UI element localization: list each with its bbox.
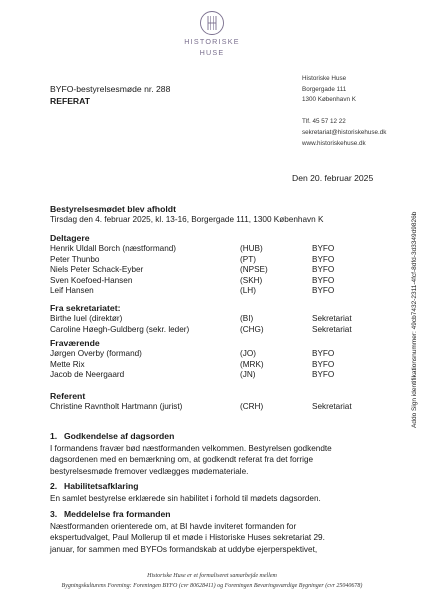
participant-row bbox=[50, 276, 380, 287]
participant-org: BYFO bbox=[312, 286, 335, 296]
agenda-item-text: bestyrelsesmøde fremover vedlægges mødemateriale. bbox=[50, 466, 249, 476]
org-name: Historiske Huse bbox=[302, 75, 347, 82]
participant-org: BYFO bbox=[312, 254, 335, 264]
agenda-item-title: Meddelelse fra formanden bbox=[64, 509, 171, 519]
participant-initials: (PT) bbox=[240, 254, 256, 264]
participant-org: BYFO bbox=[312, 244, 335, 253]
document-type: REFERAT bbox=[50, 96, 90, 106]
agenda-item-1 bbox=[50, 431, 380, 477]
meeting-title: BYFO-bestyrelsesmøde nr. 288 bbox=[50, 84, 171, 94]
absent-initials: (JO) bbox=[240, 349, 256, 358]
agenda-item-text: En samlet bestyrelse erklærede sin habilitet i forhold til mødets dagsorden. bbox=[50, 494, 321, 504]
participant-row bbox=[50, 265, 380, 276]
absent-heading: Fraværende bbox=[50, 338, 100, 348]
minute-taker-row bbox=[50, 402, 380, 413]
participant-name: Niels Peter Schack-Eyber bbox=[50, 265, 144, 275]
absent-name: Jørgen Overby (formand) bbox=[50, 349, 142, 358]
secretariat-name: Birthe Iuel (direktør) bbox=[50, 314, 123, 323]
agenda-item-2 bbox=[50, 481, 380, 504]
agenda-item-text: I formandens fravær bød næstformanden velkommen. Bestyrelsen godkendte bbox=[50, 444, 332, 454]
footer-line1: Historiske Huse er et formaliseret samarbejde mellem bbox=[147, 573, 277, 579]
logo-text-line1: HISTORISKE bbox=[184, 37, 240, 46]
minute-taker-initials: (CRH) bbox=[240, 402, 264, 411]
participants-section bbox=[50, 233, 380, 297]
absent-org: BYFO bbox=[312, 370, 335, 380]
absent-row bbox=[50, 360, 380, 371]
secretariat-initials: (CHG) bbox=[240, 324, 264, 334]
absent-initials: (MRK) bbox=[240, 359, 264, 369]
minute-taker-heading: Referent bbox=[50, 391, 86, 401]
participant-row bbox=[50, 255, 380, 266]
meeting-details: Tirsdag den 4. februar 2025, kl. 13-16, Borgergade 111, 1300 København K bbox=[50, 215, 324, 224]
organization-address bbox=[302, 74, 386, 149]
agenda-item-number: 1. bbox=[50, 431, 58, 441]
agenda-item-heading bbox=[50, 431, 380, 442]
meeting-heading: Bestyrelsesmødet blev afholdt bbox=[50, 204, 177, 214]
agenda-item-3 bbox=[50, 509, 380, 555]
participant-org: BYFO bbox=[312, 265, 335, 275]
agenda-item-heading bbox=[50, 481, 380, 492]
logo-emblem-icon bbox=[199, 10, 225, 36]
participant-name: Sven Koefoed-Hansen bbox=[50, 275, 133, 285]
meeting-info bbox=[50, 204, 380, 226]
org-email: sekretariat@historiskehuse.dk bbox=[302, 128, 387, 136]
document-date: Den 20. februar 2025 bbox=[292, 173, 374, 183]
participant-initials: (SKH) bbox=[240, 275, 263, 285]
agenda-item-text: Næstformanden orienterede om, at BI havde inviteret formanden for bbox=[50, 522, 297, 532]
participants-heading: Deltagere bbox=[50, 233, 90, 243]
logo-text-line2: HUSE bbox=[199, 47, 225, 57]
footer-line2: Bygningskulturens Forening: Foreningen BYFO (cvr 80628411) og Foreningen Bevaringsværdige Bygninger (cvr 25040678) bbox=[61, 583, 363, 589]
secretariat-org: Sekretariat bbox=[312, 314, 352, 323]
agenda-item-text: ekspertudvalget, Paul Mollerup til et møde i Historiske Huses sekretariat 29. bbox=[50, 533, 325, 543]
minute-taker-org: Sekretariat bbox=[312, 402, 352, 411]
secretariat-initials: (BI) bbox=[240, 314, 254, 323]
absent-name: Jacob de Neergaard bbox=[50, 370, 125, 380]
agenda-item-number: 3. bbox=[50, 509, 58, 519]
org-phone: Tlf. 45 57 12 22 bbox=[302, 118, 346, 126]
secretariat-row bbox=[50, 325, 380, 336]
logo bbox=[174, 10, 250, 57]
participant-name: Peter Thunbo bbox=[50, 254, 100, 264]
org-city: 1300 København K bbox=[302, 96, 356, 104]
absent-org: BYFO bbox=[312, 349, 335, 358]
absent-org: BYFO bbox=[312, 359, 335, 369]
org-street: Borgergade 111 bbox=[302, 85, 347, 93]
agenda-item-text: dagsordenen med en bemærkning om, at godkendt referat fra det forrige bbox=[50, 455, 314, 465]
secretariat-row bbox=[50, 314, 380, 325]
participant-name: Leif Hansen bbox=[50, 286, 94, 296]
org-web: www.historiskehuse.dk bbox=[302, 139, 366, 147]
absent-section bbox=[50, 338, 380, 381]
agenda-item-heading bbox=[50, 509, 380, 520]
absent-initials: (JN) bbox=[240, 370, 256, 380]
absent-row bbox=[50, 349, 380, 360]
secretariat-name: Caroline Høegh-Guldberg (sekr. leder) bbox=[50, 324, 190, 334]
secretariat-org: Sekretariat bbox=[312, 324, 352, 334]
agenda-item-title: Habilitetsafklaring bbox=[64, 481, 139, 491]
agenda-item-title: Godkendelse af dagsorden bbox=[64, 431, 175, 441]
minute-taker-name: Christine Ravntholt Hartmann (jurist) bbox=[50, 402, 183, 411]
agenda-item-number: 2. bbox=[50, 481, 58, 491]
participant-org: BYFO bbox=[312, 275, 335, 285]
minute-taker-section bbox=[50, 391, 380, 413]
participant-initials: (NPSE) bbox=[240, 265, 268, 275]
absent-name: Mette Rix bbox=[50, 359, 85, 369]
participant-initials: (HUB) bbox=[240, 244, 263, 253]
participant-row bbox=[50, 286, 380, 297]
signature-id-stamp: Addo Sign identifikationsnummer: 49cb7432-2311-4fcf-8dfd-3d3349d9826b bbox=[411, 211, 418, 428]
secretariat-section bbox=[50, 303, 380, 335]
absent-row bbox=[50, 370, 380, 381]
participant-name: Henrik Uldall Borch (næstformand) bbox=[50, 244, 177, 253]
participant-initials: (LH) bbox=[240, 286, 256, 296]
agenda-item-text: januar, for sammen med BYFOs formandskab at uddybe ejerperspektivet, bbox=[50, 544, 318, 554]
secretariat-heading: Fra sekretariatet: bbox=[50, 303, 121, 313]
participant-row bbox=[50, 244, 380, 255]
